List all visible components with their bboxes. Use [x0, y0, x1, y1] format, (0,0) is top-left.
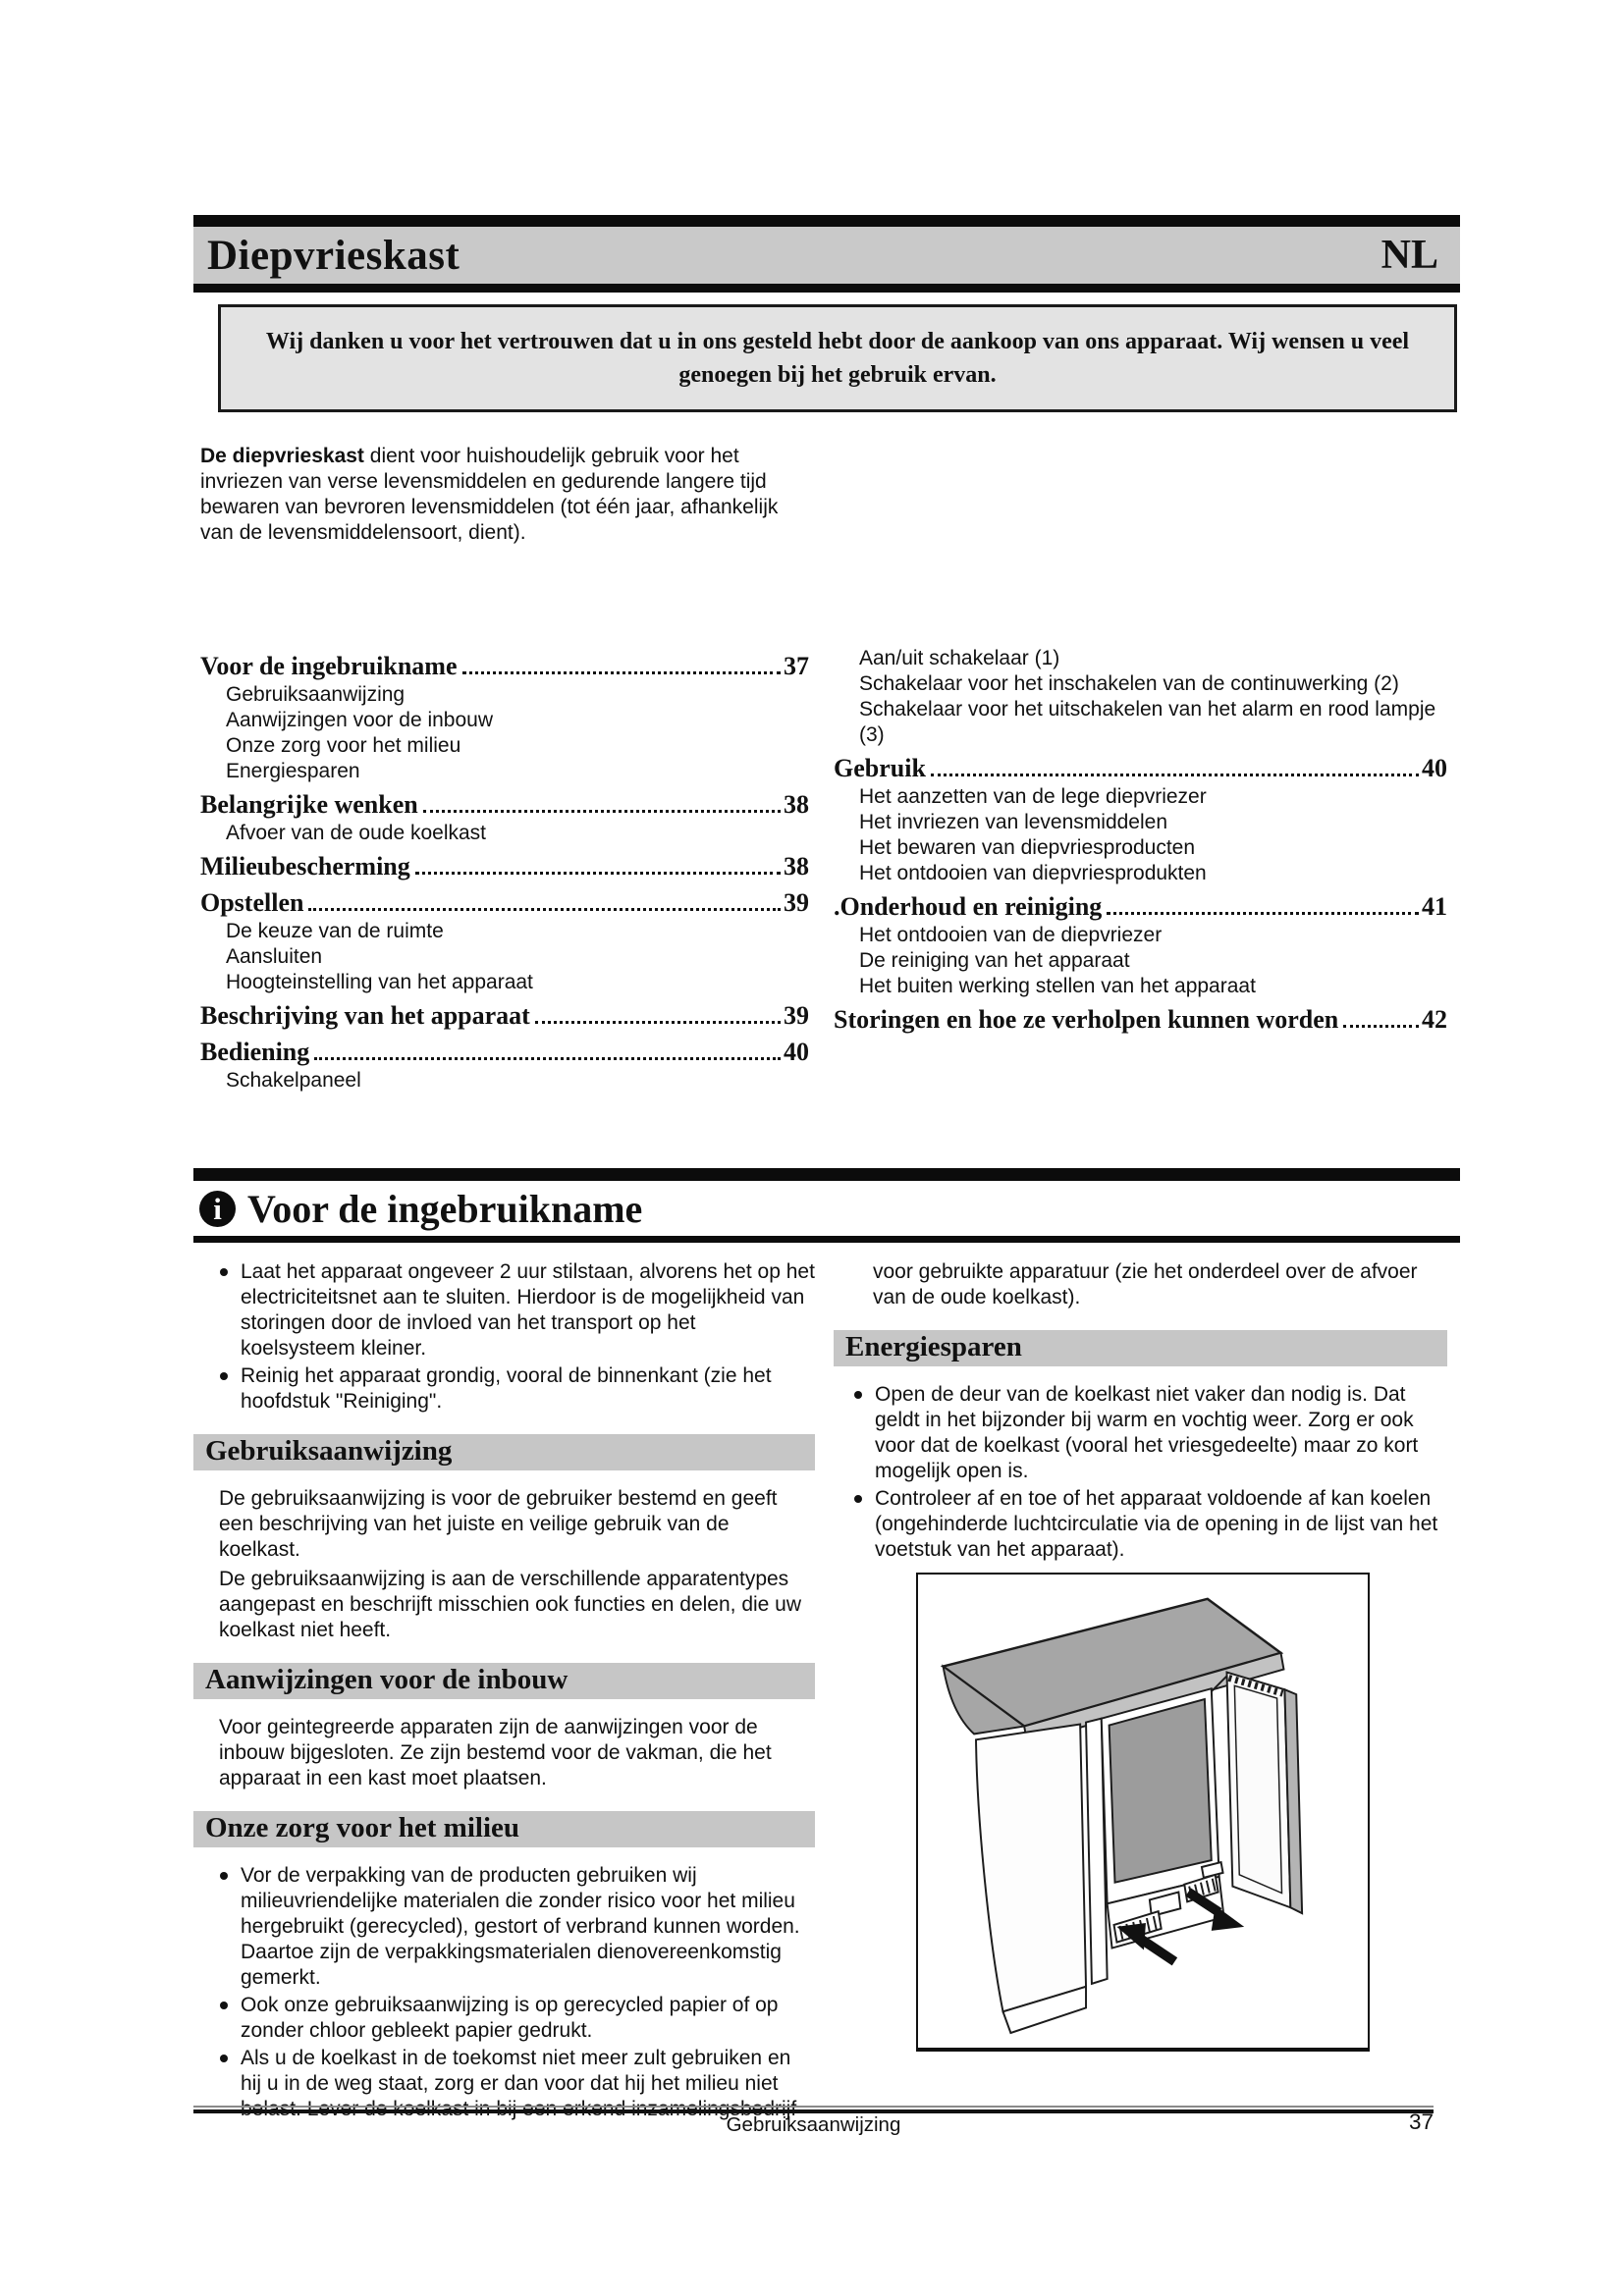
toc-entry	[834, 861, 1447, 886]
bullet-text: Vor de verpakking van de producten gebruiken wij milieuvriendelijke materialen die zonder risico voor het milieu hergebruikt (gerecycled), gestort of verbrand kunnen worden. Daartoe zijn de verpakkingsmaterialen dienovereenkomstig gemerkt.	[241, 1864, 800, 1989]
toc-entry-label: Onze zorg voor het milieu	[226, 734, 461, 757]
toc-dot-leader	[931, 774, 1419, 776]
toc-entry	[200, 944, 809, 970]
toc-dot-leader	[1343, 1025, 1419, 1028]
toc-dot-leader	[1107, 912, 1419, 915]
toc-entry	[200, 970, 809, 995]
toc-entry-label: De keuze van de ruimte	[226, 920, 444, 942]
toc-entry	[200, 821, 809, 846]
toc-entry-label: Aanwijzingen voor de inbouw	[226, 709, 494, 731]
bullet-text: Laat het apparaat ongeveer 2 uur stilstaan, alvorens het op het electriciteitsnet aan te sluiten. Hierdoor is de mogelijkheid van storingen door de invloed van het transport op het koelsysteem kleiner.	[241, 1260, 815, 1360]
toc-entry-page: 40	[784, 1038, 809, 1066]
freezer-airflow-drawing	[922, 1577, 1364, 2045]
toc-entry-label: Het aanzetten van de lege diepvriezer	[859, 785, 1207, 808]
toc-left-column	[200, 646, 809, 1094]
header-bottom-rule	[193, 284, 1460, 293]
paragraph: De gebruiksaanwijzing is aan de verschillende apparatentypes aangepast en beschrijft misschien ook functies en delen, die uw koelkast niet heeft.	[219, 1568, 802, 1641]
subhead-gebruiksaanwijzing: Gebruiksaanwijzing	[193, 1434, 815, 1470]
page-title: Diepvrieskast	[207, 232, 460, 279]
bullet-text: Open de deur van de koelkast niet vaker dan nodig is. Dat geldt in het bijzonder bij warm en vochtig weer. Zorg er ook voor dat de koelkast (vooral het vriesgedeelte) maar zo kort mogelijk open is.	[875, 1383, 1419, 1482]
toc-entry-label: .Onderhoud en reiniging	[834, 892, 1103, 921]
toc-entry-page: 37	[784, 652, 809, 680]
toc-entry-label: Gebruik	[834, 754, 926, 782]
toc-entry	[834, 948, 1447, 974]
bullet-list	[834, 1382, 1447, 1563]
toc-entry-page: 38	[784, 790, 809, 819]
toc-entry	[200, 682, 809, 708]
toc-entry	[200, 850, 809, 882]
bullet-text: Ook onze gebruiksaanwijzing is op gerecycled papier of op zonder chloor gebleekt papier gedrukt.	[241, 1994, 779, 2042]
bullet-list	[193, 1863, 815, 2122]
bullet-list	[193, 1259, 815, 1415]
toc-entry-label: Gebruiksaanwijzing	[226, 683, 406, 706]
toc-entry	[200, 708, 809, 733]
paragraph: De gebruiksaanwijzing is voor de gebruiker bestemd en geeft een beschrijving van het juiste en veilige gebruik van de koelkast.	[219, 1487, 778, 1561]
toc-entry-page: 41	[1422, 892, 1447, 921]
toc-entry-label: Opstellen	[200, 888, 304, 917]
footer-page-number: 37	[1408, 2109, 1434, 2134]
toc-entry-label: Beschrijving van het apparaat	[200, 1001, 530, 1030]
toc-entry-label: Aan/uit schakelaar (1)	[859, 647, 1060, 669]
subhead-aanwijzingen-inbouw: Aanwijzingen voor de inbouw	[193, 1663, 815, 1699]
section-title: Voor de ingebruikname	[247, 1187, 643, 1231]
toc-entry-label: Schakelaar voor het uitschakelen van het alarm en rood lampje (3)	[859, 698, 1436, 746]
language-code: NL	[1380, 233, 1438, 278]
toc-dot-leader	[314, 1057, 781, 1060]
toc-entry-label: Het invriezen van levensmiddelen	[859, 811, 1168, 833]
header-top-rule	[193, 215, 1460, 227]
toc-entry-label: Het buiten werking stellen van het apparaat	[859, 975, 1256, 997]
bullet-marker	[220, 2055, 228, 2062]
toc-entry	[834, 784, 1447, 810]
section-bottom-rule	[193, 1236, 1460, 1243]
subhead-energiesparen: Energiesparen	[834, 1330, 1447, 1366]
bullet-item	[834, 1486, 1447, 1563]
toc-entry-label: Milieubescherming	[200, 852, 410, 881]
page-header	[193, 215, 1460, 293]
bullet-marker	[854, 1495, 862, 1503]
bullet-text: Als u de koelkast in de toekomst niet meer zult gebruiken en hij u in de weg staat, zorg er dan voor dat hij het milieu niet belast. Lever de koelkast in bij een erkend inzamelingsbedrijf	[241, 2047, 797, 2120]
bullet-item	[834, 1382, 1447, 1484]
toc-entry	[834, 810, 1447, 835]
toc-entry	[200, 999, 809, 1032]
toc-entry	[834, 835, 1447, 861]
toc-entry	[200, 788, 809, 821]
toc-entry-page: 39	[784, 1001, 809, 1030]
toc-entry-label: Hoogteinstelling van het apparaat	[226, 971, 533, 993]
toc-entry-label: Afvoer van de oude koelkast	[226, 822, 487, 844]
toc-entry-label: Energiesparen	[226, 760, 360, 782]
toc-entry	[834, 646, 1447, 671]
toc-entry	[834, 697, 1447, 748]
toc-entry-label: Het bewaren van diepvriesproducten	[859, 836, 1196, 859]
toc-entry	[834, 890, 1447, 923]
toc-entry	[834, 1003, 1447, 1036]
header-band	[193, 227, 1460, 284]
body-left-column	[193, 1259, 815, 2124]
paragraph: Voor geintegreerde apparaten zijn de aanwijzingen voor de inbouw bijgesloten. Ze zijn bestemd voor de vakman, die het apparaat in een kast moet plaatsen.	[219, 1716, 772, 1789]
toc-entry	[200, 886, 809, 919]
toc-entry-label: Aansluiten	[226, 945, 323, 968]
toc-entry	[200, 759, 809, 784]
toc-entry-label: Bediening	[200, 1038, 310, 1066]
toc-entry	[200, 650, 809, 682]
toc-dot-leader	[535, 1021, 781, 1024]
toc-entry-label: Schakelaar voor het inschakelen van de continuwerking (2)	[859, 672, 1399, 695]
freezer-illustration	[916, 1573, 1370, 2052]
toc-entry-label: De reiniging van het apparaat	[859, 949, 1130, 972]
toc-dot-leader	[308, 908, 781, 911]
bullet-item	[193, 1363, 815, 1415]
bullet-text: Reinig het apparaat grondig, vooral de binnenkant (zie het hoofdstuk "Reiniging".	[241, 1364, 772, 1413]
toc-dot-leader	[462, 671, 782, 674]
toc-entry	[834, 974, 1447, 999]
intro-paragraph	[200, 444, 789, 546]
toc-entry	[834, 923, 1447, 948]
toc-entry-label: Het ontdooien van de diepvriezer	[859, 924, 1163, 946]
info-icon: i	[199, 1191, 236, 1227]
toc-entry-label: Schakelpaneel	[226, 1069, 361, 1092]
toc-entry-page: 42	[1422, 1005, 1447, 1034]
toc-entry-page: 40	[1422, 754, 1447, 782]
bullet-marker	[220, 1268, 228, 1276]
subhead-onze-zorg-milieu: Onze zorg voor het milieu	[193, 1811, 815, 1847]
toc-entry-page: 38	[784, 852, 809, 881]
toc-entry-label: Storingen en hoe ze verholpen kunnen worden	[834, 1005, 1339, 1034]
toc-entry	[200, 733, 809, 759]
toc-entry-label: Voor de ingebruikname	[200, 652, 458, 680]
intro-lead: De diepvrieskast	[200, 445, 364, 467]
bullet-text: Controleer af en toe of het apparaat voldoende af kan koelen (ongehinderde luchtcirculatie via de opening in de lijst van het voetstuk van het apparaat).	[875, 1487, 1438, 1561]
footer-label: Gebruiksaanwijzing	[726, 2113, 901, 2136]
toc-dot-leader	[415, 872, 781, 875]
continuation-paragraph: voor gebruikte apparatuur (zie het onderdeel over de afvoer van de oude koelkast).	[873, 1260, 1418, 1308]
toc-entry	[834, 671, 1447, 697]
body-right-column	[834, 1259, 1447, 1565]
toc-dot-leader	[423, 810, 781, 813]
toc-entry-page: 39	[784, 888, 809, 917]
toc-right-column	[834, 646, 1447, 1036]
bullet-item	[193, 1993, 815, 2044]
bullet-marker	[854, 1391, 862, 1399]
intro-text: dient voor huishoudelijk gebruik voor het invriezen van verse levensmiddelen en gedurende langere tijd bewaren van bevroren levensmiddelen (tot één jaar, afhankelijk van de levensmiddelensoort, dient).	[200, 445, 779, 544]
toc-entry	[200, 1068, 809, 1094]
bullet-marker	[220, 2002, 228, 2009]
toc-entry-label: Belangrijke wenken	[200, 790, 418, 819]
section-top-rule	[193, 1168, 1460, 1181]
bullet-item	[193, 1863, 815, 1991]
section-header	[193, 1168, 1460, 1243]
bullet-marker	[220, 1372, 228, 1380]
toc-entry	[200, 919, 809, 944]
welcome-box: Wij danken u voor het vertrouwen dat u in ons gesteld hebt door de aankoop van ons apparaat. Wij wensen u veel genoegen bij het gebruik ervan.	[218, 304, 1457, 412]
toc-entry	[834, 752, 1447, 784]
toc-entry-label: Het ontdooien van diepvriesprodukten	[859, 862, 1207, 884]
bullet-marker	[220, 1872, 228, 1880]
toc-entry	[200, 1036, 809, 1068]
bullet-item	[193, 1259, 815, 1362]
